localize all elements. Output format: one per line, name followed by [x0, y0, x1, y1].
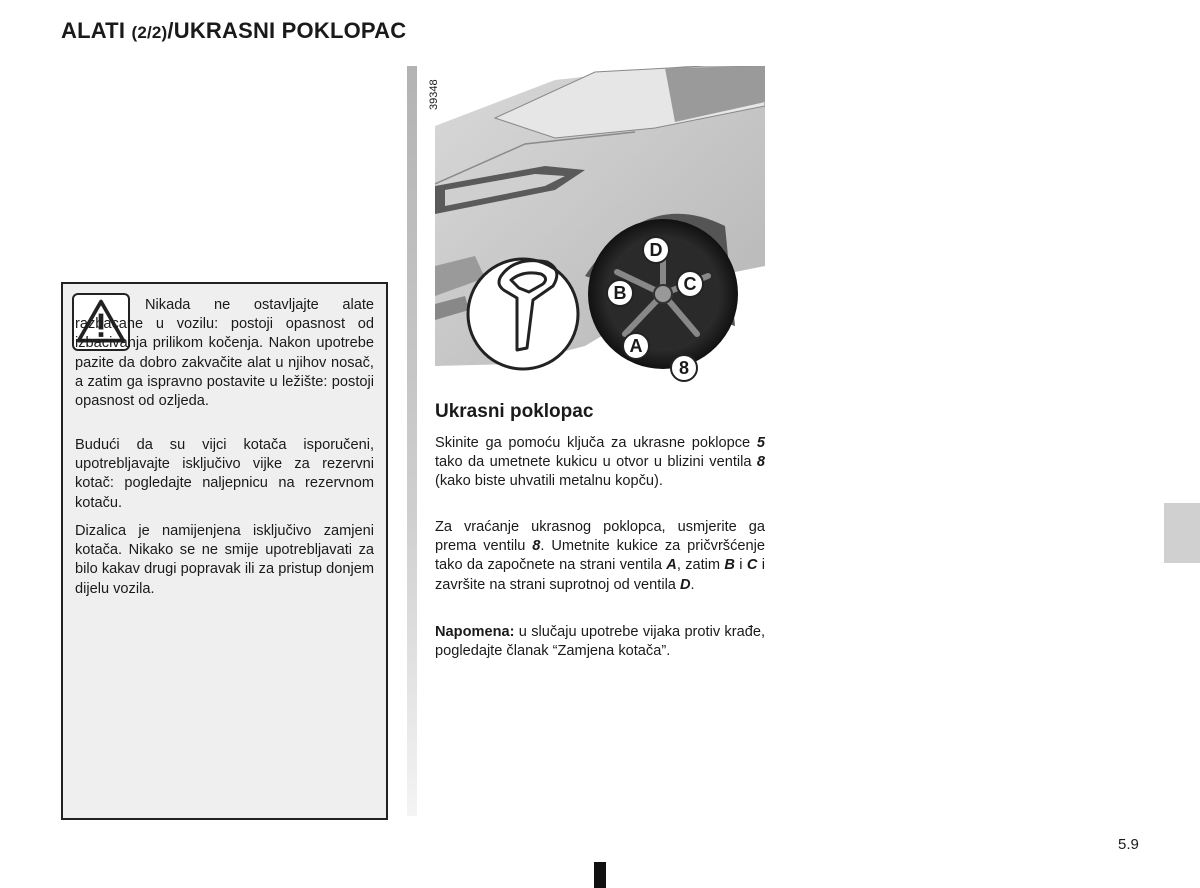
ref-c: C [746, 557, 758, 574]
warning-paragraph-1: Nikada ne ostavljajte alate razbacane u vozilu: postoji opasnost od izbacivanja prilikom kočenja. Nakon upotrebe pazite da dobro zakvačite alat u njihov nosač, a zatim ga ispravno postavite u ležište: postoji opasnost od ozljeda. [75, 297, 374, 410]
warning-box [61, 282, 388, 820]
warning-paragraph-2: Budući da su vijci kotača isporučeni, upotrebljavajte isključivo vijke za rezervni kotač: pogledajte naljepnicu na rezervnom kotaču. [75, 437, 374, 511]
warning-paragraph-3: Dizalica je namijenjena isključivo zamjeni kotača. Nikako se ne smije upotrebljavati za bilo kakav drugi popravak ili za pristup donjem dijelu vozila. [75, 523, 374, 597]
figure-code: 39348 [428, 79, 440, 110]
label-valve-text: 8 [678, 358, 689, 378]
page-title [61, 18, 406, 44]
column-divider [407, 66, 417, 816]
title-part: (2/2) [131, 23, 168, 42]
page-number: 5.9 [1118, 836, 1139, 853]
ref-8: 8 [532, 538, 541, 555]
ref-b: B [724, 557, 735, 574]
label-a-text: A [629, 336, 643, 356]
section-paragraph-2: Za vraćanje ukrasnog poklopca, usmjerite ga prema ventilu 8. Umetnite kukice za pričvršćenje tako da započnete na strani ventila A, zatim B i C i završite na strani suprotnoj od ventila D. [435, 519, 765, 593]
ref-a: A [666, 557, 677, 574]
label-c [676, 270, 704, 298]
title-rest: /UKRASNI POKLOPAC [167, 18, 407, 43]
label-valve [670, 354, 698, 382]
bottom-marker [594, 862, 606, 888]
ref-5: 5 [756, 435, 765, 451]
label-b [606, 279, 634, 307]
section-heading: Ukrasni poklopac [435, 401, 594, 422]
label-d-text: D [649, 240, 663, 260]
section-paragraph-1: Skinite ga pomoću ključa za ukrasne poklopce 5 tako da umetnete kukicu u otvor u blizini ventila 8 (kako biste uhvatili metalnu kopču). [435, 435, 765, 490]
section-note: Napomena: u slučaju upotrebe vijaka protiv krađe, pogledajte članak “Zamjena kotača”. [435, 624, 765, 660]
label-c-text: C [683, 274, 697, 294]
ref-d: D [679, 576, 691, 593]
label-d [642, 236, 670, 264]
label-b-text: B [613, 283, 627, 303]
note-label: Napomena: [435, 624, 515, 640]
wheel-cover-illustration [435, 66, 765, 384]
ref-8: 8 [756, 454, 765, 471]
title-main: ALATI [61, 18, 132, 43]
label-a [622, 332, 650, 360]
chapter-tab [1164, 503, 1200, 563]
